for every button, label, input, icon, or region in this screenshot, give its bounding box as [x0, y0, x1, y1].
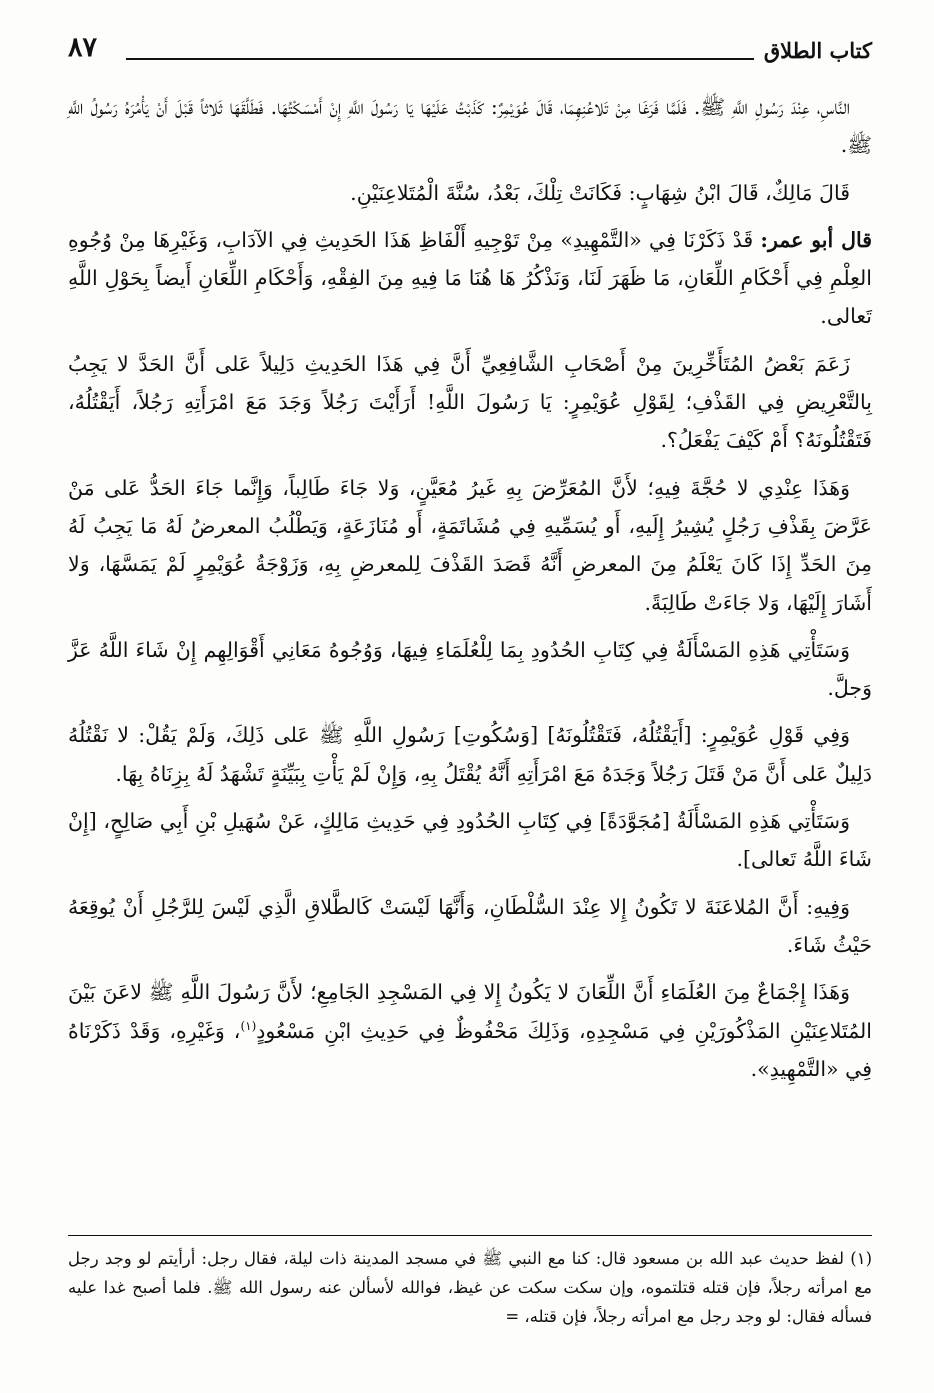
- paragraph: قَالَ مَالِكٌ، قَالَ ابْنُ شِهَابٍ: فَكَانَتْ تِلْكَ، بَعْدُ، سُنَّةَ الْمُتَلاعِنَيْنِ.: [350, 180, 850, 205]
- paragraph-text: وَهَذَا إِجْمَاعٌ مِنَ العُلَمَاءِ أَنَّ اللِّعَانَ لا يَكُونُ إِلا فِي المَسْجِدِ الجَامِعِ؛ لأَنَّ رَسُولَ اللَّهِ ﷺ لاعَنَ بَيْنَ المُتَلاعِنَيْنِ المَذْكُورَيْنِ فِي مَسْجِدِهِ، وَذَلِكَ مَحْفُوظٌ فِي حَدِيثِ ابْنِ مَسْعُودٍ: [68, 980, 872, 1043]
- paragraph: [68, 973, 872, 1088]
- paragraph-text: قَدْ ذَكَرْنَا فِي «التَّمْهِيدِ» مِنْ تَوْجِيهِ أَلْفَاظِ هَذَا الحَدِيثِ فِي الآدَابِ، وَغَيْرِهَا مِنْ وُجُوهِ العِلْمِ فِي أَحْكَامِ اللِّعَانِ، مَا ظَهَرَ لَنَا، وَنَذْكُرُ هَا هُنَا مَا فِيهِ مِنَ الفِقْهِ، وَأَحْكَامِ اللِّعَانِ أَيضاً بِحَوْلِ اللَّهِ تَعالى.: [68, 227, 872, 329]
- paragraph: وَفِيهِ: أَنَّ المُلاعَنَةَ لا تَكُونُ إِلا عِنْدَ السُّلْطَانِ، وَأَنَّهَا لَيْسَتْ كَالطَّلاقِ الَّذِي لَيْسَ لِلرَّجُلِ أَنْ يُوقِعَهُ حَيْثُ شَاءَ.: [68, 894, 872, 957]
- page-number: ٨٧: [68, 32, 98, 63]
- footnote-separator: [68, 1235, 872, 1236]
- footnote-ref: (١): [240, 1018, 257, 1033]
- paragraph-lead: قال أبو عمر:: [760, 227, 873, 252]
- paragraph: وَسَتَأْتِي هَذِهِ المَسْأَلَةُ [مُجَوَّدَةً] فِي كِتَابِ الحُدُودِ فِي حَدِيثِ مَالِكٍ، عَنْ سُهَيلِ بْنِ أَبِي صَالِحٍ، [إِنْ شَاءَ اللَّهُ تَعالى].: [68, 809, 872, 872]
- footnote: (١) لفظ حديث عبد الله بن مسعود قال: كنا مع النبي ﷺ في مسجد المدينة ذات ليلة، فقال رجل: أرأيتم لو وجد رجل مع امرأته رجلاً، فإن قتله قتلتموه، وإن سكت سكت عن غيظ، فوالله لأسألن عنه رسول الله ﷺ. فلما أصبح غدا عليه فسأله فقال: لو وجد رجل مع امرأته رجلاً، فإن قتله، =: [68, 1249, 872, 1326]
- main-text: [68, 88, 872, 1097]
- paragraph: النَّاسِ، عِنْدَ رَسُولِ اللَّهِ ﷺ. فَلَمَّا فَرَغَا مِنْ تَلاعُنِهِمَا، قَالَ عُوَيْمِرٌ: كَذَبْتُ عَلَيْهَا يَا رَسُولَ اللَّهِ إِنْ أَمْسَكْتُهَا. فَطَلَّقَهَا ثَلاثاً قَبْلَ أَنْ يَأْمُرَهُ رَسُولُ اللَّهِ ﷺ.: [68, 95, 872, 158]
- paragraph-tail: ، وَغَيْرِهِ، وَقَدْ ذَكَرْنَاهُ فِي «التَّمْهِيدِ».: [68, 1018, 872, 1081]
- paragraph: [68, 221, 872, 336]
- header-rule: [126, 58, 754, 60]
- page-header: [68, 28, 872, 68]
- book-title: كتاب الطلاق: [763, 38, 872, 63]
- paragraph: وَفِي قَوْلِ عُوَيْمِرٍ: [أَيَقْتُلُهُ، فَتَقْتُلُونَهُ] [وَسُكُوتِ] رَسُولِ اللَّهِ ﷺ عَلى ذَلِكَ، وَلَمْ يَقُلْ: لا نَقْتُلُهُ دَلِيلٌ عَلى أَنَّ مَنْ قَتَلَ رَجُلاً وَجَدَهُ مَعَ امْرَأَتِهِ أَنَّهُ يُقْتَلُ بِهِ، وَإِنْ لَمْ يَأْتِ بِبَيِّنَةٍ تَشْهَدُ لَهُ بِزِنَاهُ بِهَا.: [68, 723, 872, 786]
- footnotes: [68, 1235, 872, 1331]
- paragraph: وَسَتَأْتِي هَذِهِ المَسْأَلَةُ فِي كِتَابِ الحُدُودِ بِمَا لِلْعُلَمَاءِ فِيهَا، وَوُجُوهُ مَعَانِي أَقْوَالِهِم إِنْ شَاءَ اللَّهُ عَزَّ وَجلَّ.: [68, 637, 872, 701]
- paragraph: وَهَذَا عِنْدِي لا حُجَّةَ فِيهِ؛ لأَنَّ المُعَرِّضَ بِهِ غَيرُ مُعَيَّنٍ، وَلا جَاءَ طَالِباً، وَإِنَّما جَاءَ الحَدُّ عَلى مَنْ عَرَّضَ بِقَذْفِ رَجُلٍ يُشِيرُ إِلَيهِ، أَو يُسَمِّيهِ فِي مُشَاتَمَةٍ، أَو مُنَازَعَةٍ، وَيَطْلُبُ المعرضُ لَهُ مَا يَجِبُ لَهُ مِنَ الحَدِّ إِذَا كَانَ يَعْلَمُ مِنَ المعرضِ أَنَّهُ قَصَدَ القَذْفَ لِلمعرضِ بِهِ، وَزَوْجَةُ عُوَيْمِرٍ لَمْ يَمَسَّهَا، وَلا أَشَارَ إِلَيْهَا، وَلا جَاءَتْ طَالِبَةً.: [68, 475, 872, 615]
- paragraph: زَعَمَ بَعْضُ المُتَأَخِّرِينَ مِنْ أَصْحَابِ الشَّافِعِيِّ أَنَّ فِي هَذَا الحَدِيثِ دَلِيلاً عَلى أَنَّ الحَدَّ لا يَجِبُ بِالتَّعْرِيضِ فِي القَذْفِ؛ لِقَوْلِ عُوَيْمِرٍ: يَا رَسُولَ اللَّهِ! أَرَأَيْتَ رَجُلاً وَجَدَ مَعَ امْرَأَتِهِ رَجُلاً، أَيَقْتُلُهُ، فَتَقْتُلُونَهُ؟ أَمْ كَيْفَ يَفْعَلُ؟.: [68, 351, 872, 453]
